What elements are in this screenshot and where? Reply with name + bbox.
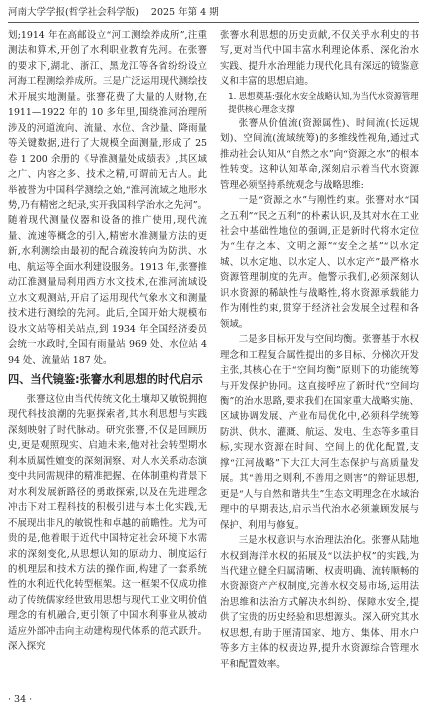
header-rule xyxy=(8,22,419,23)
header-issue: 2025 年第 4 期 xyxy=(150,7,219,18)
paragraph-cognition: 张謇从价值流(资源属性)、时间流(长远规划)、空间流(流域统筹)的多维线性视角,通过式推动社会认知从“自然之水”向“资源之水”的根本性转变。这种认知革命,深刻启示着当代水资源管理必须坚持系统观念与战略思维: xyxy=(220,117,419,191)
running-header xyxy=(8,6,419,20)
subsection-heading: 1. 思想奠基:强化水安全战略认知,为当代水资源管理提供核心理念支撑 xyxy=(228,90,419,114)
right-column xyxy=(220,28,419,692)
page-number: · 34 · xyxy=(8,694,33,705)
paragraph-survey-history: 划;1914 年在高邮设立“河工测绘养成所”,注重测法和算术,开创了水利职业教育先河。在张謇的要求下,湖北、浙江、黑龙江等各省纷纷设立河海工程测绘养成所。三是广泛运用现代测绘技术开展实地测量。张謇花费了大量的人财物,在 1911—1922 年的 10 多年里,围绕淮河治理所涉及的河道流向、流量、水位、含沙量、降雨量等关键数据,进行了大规模全面测量,形成了 25 卷 1 200 余册的《导淮测量处成绩表》,其区域之广、内容之多、技术之精,可谓前无古人。此举被誉为中国科学测绘之始,“淮河流域之地形水势,乃有精密之纪录,实开我国科学治水之先河”。随着现代测量仪器和设备的推广使用,现代流量、流速等概念的引入,精密水准测量方法的更新,水利测绘由最初的配合疏浚转向为防洪、水电、航运等全面水利建设服务。1913 年,张謇推动江淮测量局利用西方水文技术,在淮河流域设立水文观测站,开启了运用现代气象水文和测量技术进行测绘的先河。此后,全国开始大规模布设水文站等相关站点,到 1934 年全国经济委员会统一水政时,全国有雨量站 969 处、水位站 494 处、流量站 187 处。 xyxy=(8,30,207,366)
paragraph-contemporary-intro: 张謇这位由当代传统文化土壤却又敏锐拥抱现代科技浪潮的先驱探索者,其水利思想与实践深刻映射了时代脉动。研究张謇,不仅是回顾历史,更是观照现实、启迪未来,他对社会转型期水利本质属性嬗变的深刻洞察、对人水关系动态演变中共同需规律的精准把握、在体制重构背景下对水利发展新路径的勇敢探索,以及在先进理念冲击下对工程科技的积极引进与本土化实践,无不展现出非凡的敏锐性和卓越的前瞻性。尤为可贵的是,他着眼于近代中国特定社会环境下水需求的深刻变化,从思想认知的原动力、制度运行的机理层和技术方法的操作面,构建了一套系统性的水利近代化转型框架。这一框架不仅成功推动了传统儒家经世致用思想与现代工业文明价值理念的有机融合,更引领了中国水利事业从被动适应外部冲击向主动建构现代体系的范式跃升。深入探究 xyxy=(8,393,207,653)
paragraph-spatial-balance: 二是多目标开发与空间均衡。张謇基于水权理念和工程复合属性提出的多目标、分梯次开发主张,其核心在于“空间均衡”原则下的功能统筹与开发保护协同。这直接呼应了新时代“空间均衡”的治水思路,要求我们在国家重大战略实施、区域协调发展、产业布局优化中,必须科学统筹防洪、供水、灌溉、航运、发电、生态等多重目标,实现水资源在时间、空间上的优化配置,支撑“江河战略”下大江大河生态保护与高质量发展。其“善用之则利,不善用之则害”的辩证思想,更是“人与自然和谐共生”生态文明理念在水域治理中的早期表达,启示当代治水必须兼顾发展与保护、利用与修复。 xyxy=(220,334,419,531)
paragraph-resource-water: 一是“资源之水”与刚性约束。张謇对水“国之五利”“民之五利”的朴素认识,及其对水在工业社会中基础性地位的强调,正是新时代将水定位为“生存之本、文明之源”“安全之基”“以水定城、以水定地、以水定人、以水定产”最严格水资源管理制度的先声。他警示我们,必须深刻认识水资源的稀缺性与战略性,将水资源承载能力作为刚性约束,贯穿于经济社会发展全过程和各领域。 xyxy=(220,195,419,330)
journal-name: 河南大学学报(哲学社会科学版) xyxy=(8,7,139,18)
section-title: 四、当代镜鉴:张謇水利思想的时代启示 xyxy=(8,372,203,386)
paragraph-water-rights: 三是水权意识与水治理法治化。张謇从陆地水权到海洋水权的拓展及“以法护权”的实践,为当代建立健全归属清晰、权责明确、流转顺畅的水资源资产产权制度,完善水权交易市场,运用法治思维和法治方式解决水纠纷、保障水安全,提供了宝贵的历史经验和思想源头。深入研究其水权思想,有助于厘清国家、地方、集体、用水户等多方主体的权责边界,提升水资源综合管理水平和配置效率。 xyxy=(220,535,419,670)
paragraph-historical-contribution: 张謇水利思想的历史贡献,不仅关乎水利史的书写,更对当代中国丰富水利理论体系、深化治水实践、提升水治理能力现代化具有深远的镜鉴意义和丰富的思想启迪。 xyxy=(220,30,419,88)
left-column xyxy=(8,28,207,692)
